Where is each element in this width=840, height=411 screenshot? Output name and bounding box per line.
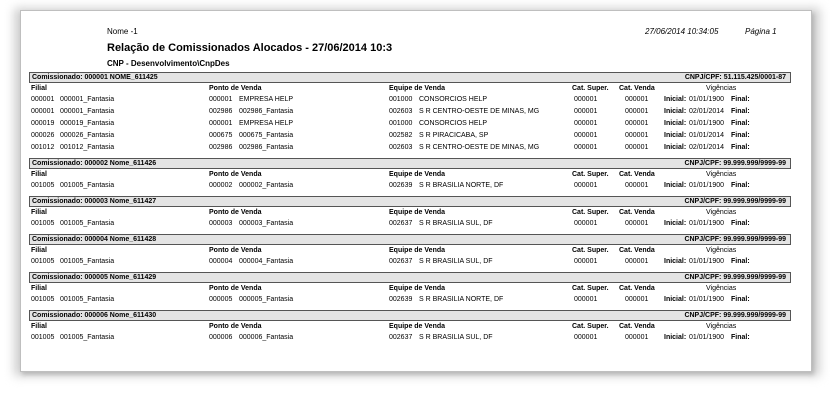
final-label: Final: <box>731 334 750 341</box>
col-header-cat-super: Cat. Super. <box>572 85 609 92</box>
cat-super-value: 000001 <box>574 220 598 227</box>
inicial-date: 02/01/2014 <box>689 144 725 151</box>
filial-name: 001005_Fantasia <box>60 258 115 265</box>
col-header-equipe: Equipe de Venda <box>389 247 446 254</box>
inicial-date: 01/01/2014 <box>689 132 725 139</box>
inicial-date: 01/01/1900 <box>689 258 725 265</box>
equipe-name: CONSORCIOS HELP <box>419 96 488 103</box>
col-header-equipe: Equipe de Venda <box>389 171 446 178</box>
cat-venda-value: 000001 <box>625 108 649 115</box>
column-header-row <box>29 245 791 256</box>
equipe-name: S R BRASILIA NORTE, DF <box>419 296 504 303</box>
inicial-label: Inicial: <box>664 144 687 151</box>
col-header-ponto: Ponto de Venda <box>209 171 262 178</box>
table-row <box>29 142 791 154</box>
col-header-filial: Filial <box>31 285 47 292</box>
filial-code: 000026 <box>31 132 55 139</box>
commissioned-header-bar <box>29 196 791 207</box>
inicial-date: 02/01/2014 <box>689 108 725 115</box>
commissioned-section <box>29 72 791 158</box>
final-label: Final: <box>731 144 750 151</box>
table-row <box>29 130 791 142</box>
report-datetime: 27/06/2014 10:34:05 <box>645 27 719 36</box>
final-label: Final: <box>731 220 750 227</box>
equipe-code: 002639 <box>389 182 413 189</box>
ponto-name: 000002_Fantasia <box>239 182 294 189</box>
col-header-filial: Filial <box>31 323 47 330</box>
commissioned-section <box>29 272 791 310</box>
ponto-name: 000675_Fantasia <box>239 132 294 139</box>
filial-code: 001005 <box>31 334 55 341</box>
table-row <box>29 332 791 344</box>
cat-venda-value: 000001 <box>625 182 649 189</box>
equipe-name: S R PIRACICABA, SP <box>419 132 489 139</box>
filial-name: 001012_Fantasia <box>60 144 115 151</box>
ponto-code: 002986 <box>209 144 233 151</box>
inicial-label: Inicial: <box>664 334 687 341</box>
filial-name: 000026_Fantasia <box>60 132 115 139</box>
col-header-ponto: Ponto de Venda <box>209 285 262 292</box>
col-header-equipe: Equipe de Venda <box>389 285 446 292</box>
col-header-cat-venda: Cat. Venda <box>619 247 655 254</box>
table-row <box>29 118 791 130</box>
cat-venda-value: 000001 <box>625 96 649 103</box>
inicial-label: Inicial: <box>664 120 687 127</box>
inicial-label: Inicial: <box>664 296 687 303</box>
commissioned-label: Comissionado: 000002 Nome_611426 <box>32 160 157 167</box>
cat-venda-value: 000001 <box>625 144 649 151</box>
page-number: Página 1 <box>745 27 777 36</box>
equipe-code: 002637 <box>389 334 413 341</box>
ponto-code: 000003 <box>209 220 233 227</box>
ponto-code: 000006 <box>209 334 233 341</box>
ponto-code: 000005 <box>209 296 233 303</box>
col-header-cat-super: Cat. Super. <box>572 209 609 216</box>
ponto-name: 000006_Fantasia <box>239 334 294 341</box>
col-header-filial: Filial <box>31 209 47 216</box>
filial-name: 001005_Fantasia <box>60 334 115 341</box>
cnpj-label: CNPJ/CPF: 99.999.999/9999-99 <box>684 312 786 319</box>
final-label: Final: <box>731 132 750 139</box>
filial-code: 000001 <box>31 108 55 115</box>
cat-venda-value: 000001 <box>625 220 649 227</box>
col-header-ponto: Ponto de Venda <box>209 247 262 254</box>
filial-code: 001005 <box>31 296 55 303</box>
final-label: Final: <box>731 258 750 265</box>
cnpj-label: CNPJ/CPF: 99.999.999/9999-99 <box>684 198 786 205</box>
cnpj-label: CNPJ/CPF: 51.115.425/0001-87 <box>684 74 786 81</box>
report-subtitle: CNP - Desenvolvimento\CnpDes <box>107 59 230 68</box>
col-header-equipe: Equipe de Venda <box>389 85 446 92</box>
final-label: Final: <box>731 108 750 115</box>
col-header-vigencias: Vigências <box>706 85 737 92</box>
commissioned-section <box>29 310 791 348</box>
filial-code: 001005 <box>31 258 55 265</box>
ponto-name: EMPRESA HELP <box>239 96 294 103</box>
commissioned-label: Comissionado: 000003 Nome_611427 <box>32 198 157 205</box>
equipe-name: S R BRASILIA NORTE, DF <box>419 182 504 189</box>
filial-code: 000019 <box>31 120 55 127</box>
commissioned-label: Comissionado: 000005 Nome_611429 <box>32 274 157 281</box>
inicial-label: Inicial: <box>664 108 687 115</box>
filial-code: 001005 <box>31 182 55 189</box>
column-header-row <box>29 321 791 332</box>
equipe-code: 002637 <box>389 258 413 265</box>
equipe-name: S R CENTRO-OESTE DE MINAS, MG <box>419 144 540 151</box>
commissioned-header-bar <box>29 310 791 321</box>
col-header-cat-super: Cat. Super. <box>572 247 609 254</box>
commissioned-header-bar <box>29 272 791 283</box>
ponto-name: 000004_Fantasia <box>239 258 294 265</box>
inicial-date: 01/01/1900 <box>689 96 725 103</box>
column-header-row <box>29 283 791 294</box>
cat-super-value: 000001 <box>574 258 598 265</box>
inicial-label: Inicial: <box>664 182 687 189</box>
column-header-row <box>29 83 791 94</box>
col-header-filial: Filial <box>31 247 47 254</box>
ponto-name: EMPRESA HELP <box>239 120 294 127</box>
cat-venda-value: 000001 <box>625 120 649 127</box>
column-header-row <box>29 169 791 180</box>
filial-name: 000019_Fantasia <box>60 120 115 127</box>
col-header-ponto: Ponto de Venda <box>209 85 262 92</box>
col-header-cat-venda: Cat. Venda <box>619 171 655 178</box>
col-header-equipe: Equipe de Venda <box>389 209 446 216</box>
inicial-date: 01/01/1900 <box>689 182 725 189</box>
col-header-cat-super: Cat. Super. <box>572 171 609 178</box>
cat-super-value: 000001 <box>574 334 598 341</box>
cnpj-label: CNPJ/CPF: 99.999.999/9999-99 <box>684 274 786 281</box>
ponto-code: 000001 <box>209 96 233 103</box>
cat-super-value: 000001 <box>574 132 598 139</box>
commissioned-label: Comissionado: 000006 Nome_611430 <box>32 312 157 319</box>
col-header-vigencias: Vigências <box>706 247 737 254</box>
inicial-label: Inicial: <box>664 220 687 227</box>
final-label: Final: <box>731 120 750 127</box>
commissioned-label: Comissionado: 000004 Nome_611428 <box>32 236 157 243</box>
equipe-name: S R BRASILIA SUL, DF <box>419 258 493 265</box>
col-header-cat-venda: Cat. Venda <box>619 209 655 216</box>
cat-super-value: 000001 <box>574 108 598 115</box>
table-row <box>29 94 791 106</box>
table-row <box>29 106 791 118</box>
filial-code: 001005 <box>31 220 55 227</box>
final-label: Final: <box>731 182 750 189</box>
commissioned-section <box>29 234 791 272</box>
ponto-name: 002986_Fantasia <box>239 108 294 115</box>
commissioned-header-bar <box>29 72 791 83</box>
table-row <box>29 180 791 192</box>
col-header-equipe: Equipe de Venda <box>389 323 446 330</box>
col-header-vigencias: Vigências <box>706 285 737 292</box>
cat-super-value: 000001 <box>574 182 598 189</box>
equipe-name: S R CENTRO-OESTE DE MINAS, MG <box>419 108 540 115</box>
equipe-code: 002603 <box>389 144 413 151</box>
filial-name: 001005_Fantasia <box>60 182 115 189</box>
col-header-ponto: Ponto de Venda <box>209 323 262 330</box>
commissioned-section <box>29 196 791 234</box>
inicial-date: 01/01/1900 <box>689 220 725 227</box>
report-page <box>20 10 812 372</box>
final-label: Final: <box>731 296 750 303</box>
ponto-name: 000005_Fantasia <box>239 296 294 303</box>
cat-venda-value: 000001 <box>625 258 649 265</box>
filial-name: 001005_Fantasia <box>60 296 115 303</box>
cnpj-label: CNPJ/CPF: 99.999.999/9999-99 <box>684 160 786 167</box>
commissioned-section <box>29 158 791 196</box>
inicial-date: 01/01/1900 <box>689 334 725 341</box>
table-row <box>29 256 791 268</box>
col-header-cat-venda: Cat. Venda <box>619 85 655 92</box>
column-header-row <box>29 207 791 218</box>
equipe-code: 002639 <box>389 296 413 303</box>
equipe-code: 001000 <box>389 96 413 103</box>
filial-code: 000001 <box>31 96 55 103</box>
equipe-name: S R BRASILIA SUL, DF <box>419 220 493 227</box>
report-user-name: Nome -1 <box>107 27 138 36</box>
ponto-code: 000675 <box>209 132 233 139</box>
col-header-filial: Filial <box>31 85 47 92</box>
table-row <box>29 294 791 306</box>
col-header-ponto: Ponto de Venda <box>209 209 262 216</box>
col-header-cat-super: Cat. Super. <box>572 323 609 330</box>
filial-name: 000001_Fantasia <box>60 96 115 103</box>
filial-code: 001012 <box>31 144 55 151</box>
report-title: Relação de Comissionados Alocados - 27/06/2014 10:3 <box>107 42 393 54</box>
cat-super-value: 000001 <box>574 96 598 103</box>
commissioned-header-bar <box>29 234 791 245</box>
col-header-cat-venda: Cat. Venda <box>619 323 655 330</box>
cat-super-value: 000001 <box>574 296 598 303</box>
equipe-code: 002603 <box>389 108 413 115</box>
inicial-date: 01/01/1900 <box>689 296 725 303</box>
col-header-vigencias: Vigências <box>706 209 737 216</box>
cat-venda-value: 000001 <box>625 132 649 139</box>
cat-venda-value: 000001 <box>625 296 649 303</box>
ponto-code: 002986 <box>209 108 233 115</box>
inicial-label: Inicial: <box>664 132 687 139</box>
equipe-code: 001000 <box>389 120 413 127</box>
equipe-code: 002637 <box>389 220 413 227</box>
filial-name: 001005_Fantasia <box>60 220 115 227</box>
report-sections <box>29 72 791 348</box>
ponto-code: 000001 <box>209 120 233 127</box>
col-header-cat-super: Cat. Super. <box>572 285 609 292</box>
col-header-vigencias: Vigências <box>706 323 737 330</box>
col-header-cat-venda: Cat. Venda <box>619 285 655 292</box>
cat-super-value: 000001 <box>574 120 598 127</box>
ponto-code: 000004 <box>209 258 233 265</box>
filial-name: 000001_Fantasia <box>60 108 115 115</box>
equipe-name: S R BRASILIA SUL, DF <box>419 334 493 341</box>
cat-venda-value: 000001 <box>625 334 649 341</box>
col-header-vigencias: Vigências <box>706 171 737 178</box>
ponto-name: 002986_Fantasia <box>239 144 294 151</box>
final-label: Final: <box>731 96 750 103</box>
inicial-date: 01/01/1900 <box>689 120 725 127</box>
section-spacer <box>29 344 791 348</box>
inicial-label: Inicial: <box>664 96 687 103</box>
equipe-name: CONSORCIOS HELP <box>419 120 488 127</box>
commissioned-label: Comissionado: 000001 NOME_611425 <box>32 74 158 81</box>
ponto-code: 000002 <box>209 182 233 189</box>
table-row <box>29 218 791 230</box>
cnpj-label: CNPJ/CPF: 99.999.999/9999-99 <box>684 236 786 243</box>
ponto-name: 000003_Fantasia <box>239 220 294 227</box>
equipe-code: 002582 <box>389 132 413 139</box>
commissioned-header-bar <box>29 158 791 169</box>
inicial-label: Inicial: <box>664 258 687 265</box>
cat-super-value: 000001 <box>574 144 598 151</box>
col-header-filial: Filial <box>31 171 47 178</box>
